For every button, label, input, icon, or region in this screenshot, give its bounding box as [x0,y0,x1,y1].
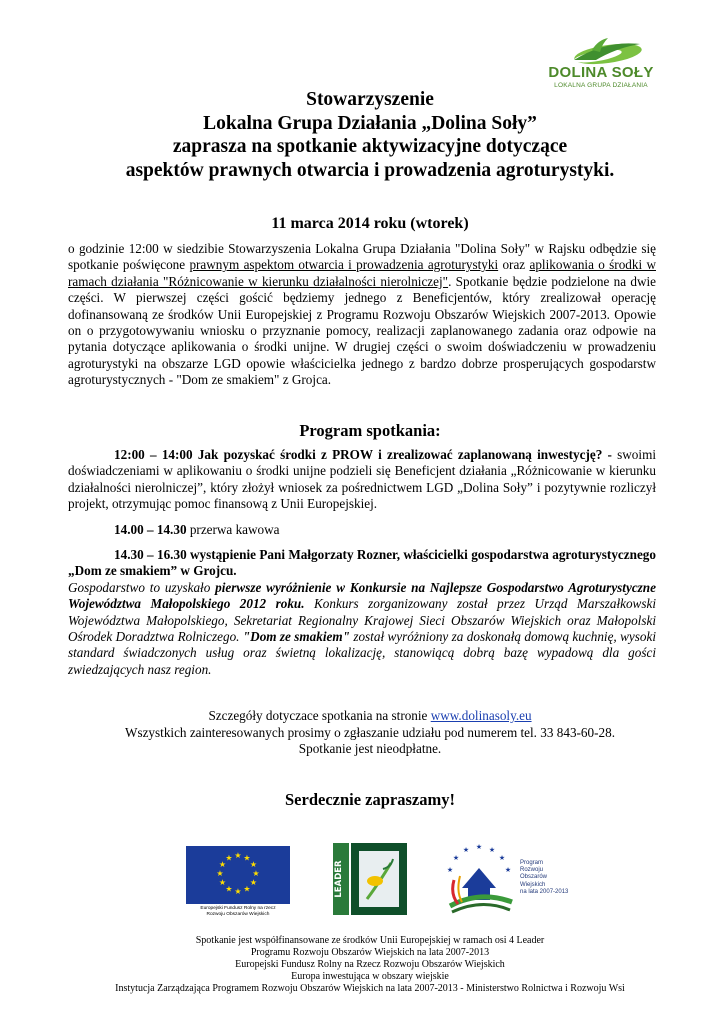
intro-underline-topic: prawnym aspektom otwarcia i prowadzenia agroturystyki [189,257,499,273]
svg-text:★: ★ [249,878,258,887]
svg-text:★: ★ [462,846,470,854]
program-heading: Program spotkania: [299,421,441,440]
prow-line: Rozwoju [520,867,544,874]
svg-text:★: ★ [225,853,233,863]
svg-text:★: ★ [218,860,227,869]
title-line: Lokalna Grupa Działania „Dolina Soły” [203,112,537,134]
svg-text:★: ★ [216,869,224,878]
intro-underline-action: aplikowania o środki w ramach działania "Różnicowanie w kierunku działalności nierolniczej" [68,257,656,289]
svg-text:★: ★ [249,860,258,869]
closing-text: Serdecznie zapraszamy! [285,790,455,809]
prow-line: Wiejskich [520,881,546,888]
program-item-3-award: pierwsze wyróżnienie w Konkursie na Najlepsze Gospodarstwo Agroturystyczne Województwa Małopolskiego 2012 roku. [68,579,656,612]
footer-line: Europa inwestująca w obszary wiejskie [291,971,449,982]
svg-text:★: ★ [446,866,454,874]
svg-text:★: ★ [488,846,496,854]
title-line: zaprasza na spotkanie aktywizacyjne dotyczące [172,136,568,157]
intro-text: o godzinie 12:00 w siedzibie Stowarzyszenia Lokalna Grupa Działania "Dolina Soły" w Rajsku odbędzie się spotkanie poświęcone [68,241,656,273]
footer-line: Instytucja Zarządzająca Programem Rozwoju Obszarów Wiejskich na lata 2007-2013 - Ministerstwo Rolnictwa i Rozwoju Wsi [115,983,625,994]
svg-text:★: ★ [243,884,251,894]
eu-caption [186,906,290,917]
title-line: Stowarzyszenie [306,89,434,110]
leader-label: LEADER [334,860,344,898]
program-item-3 [68,547,656,678]
logo-tagline: LOKALNA GRUPA DZIAŁANIA [554,82,648,89]
title-line: aspektów prawnych otwarcia i prowadzenia agroturystyki. [125,159,615,181]
svg-text:★: ★ [243,853,251,863]
footer [60,935,680,995]
footer-line: Programu Rozwoju Obszarów Wiejskich na lata 2007-2013 [250,947,490,958]
program-item-1-time-title: 12:00 – 14:00 Jak pozyskać środki z PROW i zrealizować zaplanowaną inwestycję? - [114,447,612,462]
svg-text:★: ★ [225,884,233,894]
prow-line: Program [520,860,544,866]
program-item-2-time: 14.00 – 14.30 [114,522,187,537]
svg-text:★: ★ [234,851,242,860]
event-date: 11 marca 2014 roku (wtorek) [271,215,469,232]
leader-logo-icon [333,843,407,915]
details-line-2: Wszystkich zainteresowanych prosimy o zgłaszanie udziału pod numerem tel. 33 843-60-28. [125,724,615,740]
details-text: Szczegóły dotyczace spotkania na stronie [208,708,431,723]
details-line-3: Spotkanie jest nieodpłatne. [298,741,442,757]
program-item-1-desc: swoimi doświadczeniami w aplikowaniu o środki unijne podzieli się Beneficjent działania „Różnicowanie w kierunku działalności nierolniczej”, który złożył wniosek za pośrednictwem LGD „Dolina Soły” i pozytywnie rozliczył projekt, otrzymując pomoc finansową z Unii Europejskiej. [68,447,656,512]
program-item-3-text: Konkurs zorganizowany został przez Urząd Marszałkowski Województwa Małopolskiego, Sekretariat Regionalny Krajowej Sieci Obszarów Wiejskich oraz Małopolski Ośrodek Doradztwa Rolniczego. [68,596,656,645]
prow-line: Obszarów [520,874,548,881]
intro-paragraph [68,241,656,389]
prow-line: na lata 2007-2013 [520,888,569,895]
logo-name: DOLINA SOŁY [548,64,654,81]
program-item-2 [68,522,656,538]
footer-line: Europejski Fundusz Rolny na Rzecz Rozwoju Obszarów Wiejskich [235,959,505,970]
svg-text:★: ★ [252,869,260,878]
eu-flag-icon [186,846,290,904]
svg-text:★: ★ [234,887,242,896]
intro-text: oraz [498,257,530,273]
eu-caption-line: Rozwoju Obszarów Wiejskich [206,911,270,917]
program-item-3-name: "Dom ze smakiem" [242,629,350,645]
program-item-3-desc [68,580,656,678]
prow-text [520,860,568,896]
svg-text:★: ★ [452,854,460,862]
intro-text: . Spotkanie będzie podzielone na dwie części. W pierwszej części gościć będziemy jednego z Beneficjentów, który zrealizował operację dofinansowaną ze środków Unii Europejskiej z Programu Rozwoju Obszarów Wiejskich 2007-2013. Opowie on o przygotowywaniu wniosku o przyznanie pomocy, realizacji zaplanowanego zadania oraz odpowie na pytania dotyczące aplikowania o środki unijne. W drugiej części o swoim doświadczeniu w prowadzeniu agroturystyki na obszarze LGD opowie właścicielka jednego z bardzo dobrze prosperujących gospodarstw agroturystycznych - "Dom ze smakiem" z Grojca. [68,273,656,388]
program-item-3-text: został wyróżniony za doskonałą domową kuchnię, wysoki standard świadczonych usług oraz świetną lokalizację, stanowiącą dobrą bazę wypadową dla gości zwiedzających nasz region. [68,629,656,677]
logo-text [536,64,666,89]
details-block [60,708,680,758]
svg-text:★: ★ [504,866,512,874]
prow-logo-icon [440,840,518,916]
svg-text:★: ★ [218,878,227,887]
svg-text:★: ★ [498,854,506,862]
eu-caption-line: Europejski Fundusz Rolny na rzecz [200,906,276,911]
program-item-1 [68,447,656,513]
program-item-2-desc: przerwa kawowa [186,522,280,537]
details-line-1 [60,708,680,725]
footer-line: Spotkanie jest współfinansowane ze środków Unii Europejskiej w ramach osi 4 Leader [195,935,545,946]
program-item-3-text: Gospodarstwo to uzyskało [68,579,216,595]
program-item-3-title: 14.30 – 16.30 wystąpienie Pani Małgorzaty Rozner, właścicielki gospodarstwa agroturystycznego „Dom ze smakiem” w Grojcu. [68,547,656,579]
svg-text:★: ★ [475,843,483,851]
website-link[interactable]: www.dolinasoly.eu [430,708,532,723]
page-title [60,88,680,182]
